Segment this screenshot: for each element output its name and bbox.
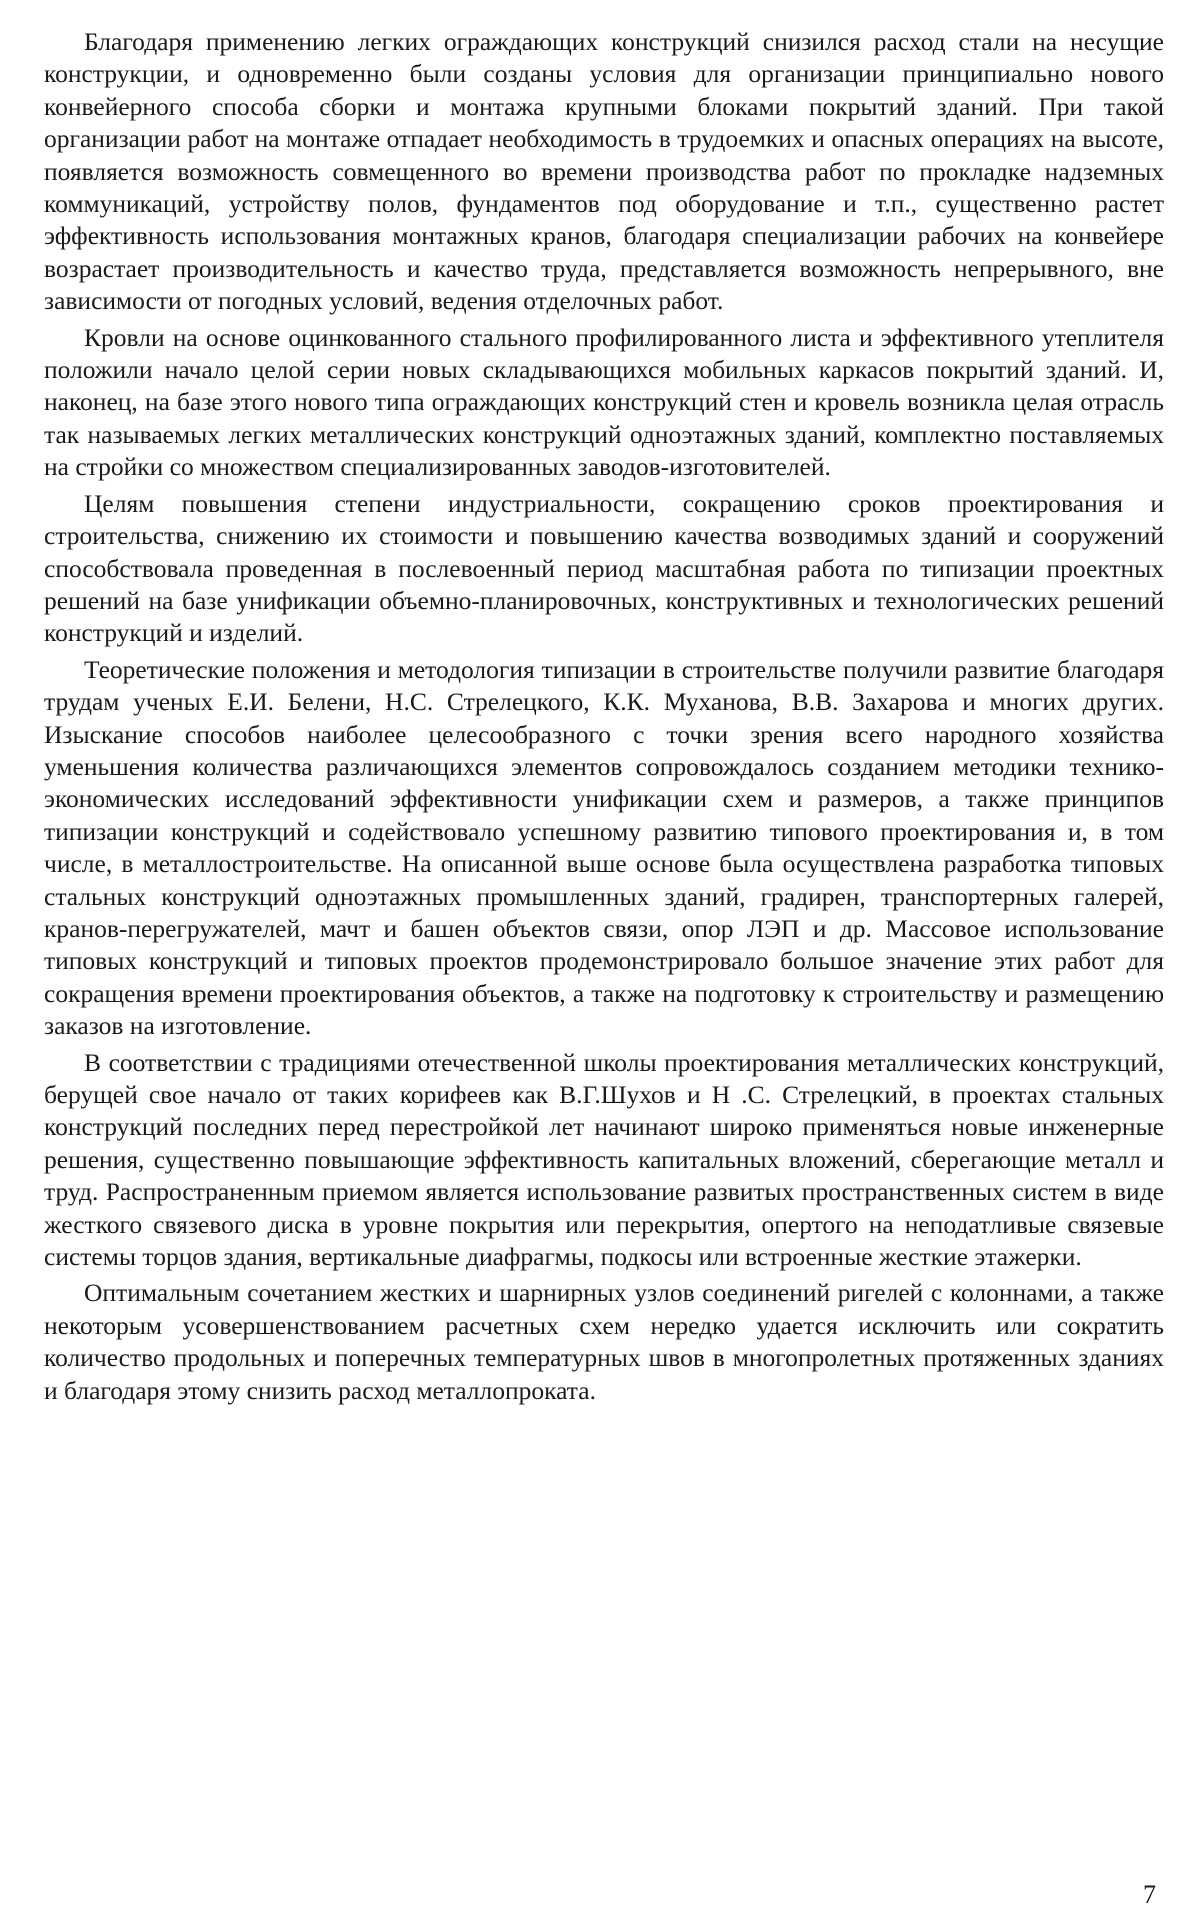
page-number: 7 [1143,1880,1156,1909]
paragraph-1: Благодаря применению легких ограждающих конструкций снизился расход стали на несущие конструкции, и одновременно были созданы условия для организации принципиально нового конвейерного способа сборки и монтажа крупными блоками покрытий зданий. При такой организации работ на монтаже отпадает необходимость в трудоемких и опасных операциях на высоте, появляется возможность совмещенного во времени производства работ по прокладке надземных коммуникаций, устройству полов, фундаментов под оборудование и т.п., существенно растет эффективность использования монтажных кранов, благодаря специализации рабочих на конвейере возрастает производительность и качество труда, представляется возможность непрерывного, вне зависимости от погодных условий, ведения отделочных работ. [44,27,1164,316]
paragraph-2: Кровли на основе оцинкованного стального профилированного листа и эффективного утеплителя положили начало целой серии новых складывающихся мобильных каркасов покрытий зданий. И, наконец, на базе этого нового типа ограждающих конструкций стен и кровель возникла целая отрасль так называемых легких металлических конструкций одноэтажных зданий, комплектно поставляемых на стройки со множеством специализированных заводов-изготовителей. [44,322,1164,482]
paragraph-6: Оптимальным сочетанием жестких и шарнирных узлов соединений ригелей с колоннами, а также некоторым усовершенствованием расчетных схем нередко удается исключить или сократить количество продольных и поперечных температурных швов в многопролетных протяженных зданиях и благодаря этому снизить расход металлопроката. [44,1278,1164,1405]
paragraph-5: В соответствии с традициями отечественной школы проектирования металлических конструкций, берущей свое начало от таких корифеев как В.Г.Шухов и Н .С. Стрелецкий, в проектах стальных конструкций последних перед перестройкой лет начинают широко применяться новые инженерные решения, существенно повышающие эффективность капитальных вложений, сберегающие металл и труд. Распространенным приемом является использование развитых пространственных систем в виде жесткого связевого диска в уровне покрытия или перекрытия, опертого на неподатливые связевые системы торцов здания, вертикальные диафрагмы, подкосы или встроенные жесткие этажерки. [44,1047,1164,1272]
paragraph-3: Целям повышения степени индустриальности, сокращению сроков проектирования и строительства, снижению их стоимости и повышению качества возводимых зданий и сооружений способствовала проведенная в послевоенный период масштабная работа по типизации проектных решений на базе унификации объемно-планировочных, конструктивных и технологических решений конструкций и изделий. [44,488,1164,648]
body-text [44,26,1164,1411]
paragraph-4: Теоретические положения и методология типизации в строительстве получили развитие благодаря трудам ученых Е.И. Белени, Н.С. Стрелецкого, К.К. Муханова, В.В. Захарова и многих других. Изыскание способов наиболее целесообразного с точки зрения всего народного хозяйства уменьшения количества различающихся элементов сопровождалось созданием методики технико-экономических исследований эффективности унификации схем и размеров, а также принципов типизации конструкций и содействовало успешному развитию типового проектирования и, в том числе, в металлостроительстве. На описанной выше основе была осуществлена разработка типовых стальных конструкций одноэтажных промышленных зданий, градирен, транспортерных галерей, кранов-перегружателей, мачт и башен объектов связи, опор ЛЭП и др. Массовое использование типовых конструкций и типовых проектов продемонстрировало большое значение этих работ для сокращения времени проектирования объектов, а также на подготовку к строительству и размещению заказов на изготовление. [44,654,1164,1041]
